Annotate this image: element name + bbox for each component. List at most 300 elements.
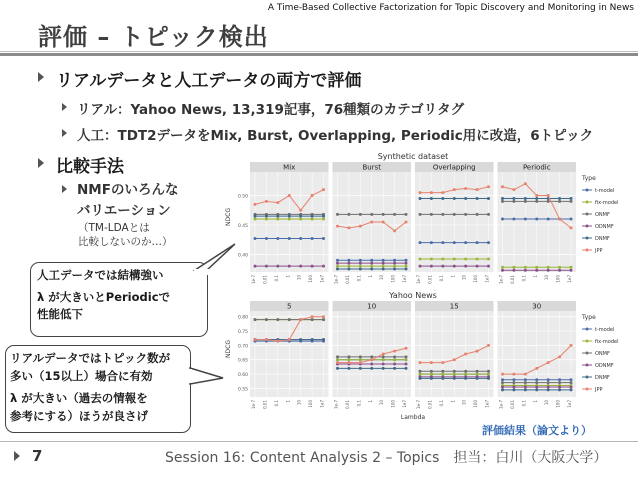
x-tick-label: 10 <box>379 275 385 281</box>
side-note-line: （TM-LDAとは <box>78 222 150 234</box>
data-point <box>570 388 573 391</box>
data-point <box>501 388 504 391</box>
data-point <box>487 241 490 244</box>
data-point <box>405 265 408 268</box>
data-point <box>299 265 302 268</box>
data-point <box>501 200 504 203</box>
footer-divider <box>0 441 638 442</box>
yahoo-chart <box>224 291 634 425</box>
data-point <box>359 265 362 268</box>
data-point <box>336 259 339 262</box>
data-point <box>547 381 550 384</box>
x-tick-label: 0.1 <box>521 400 527 407</box>
data-point <box>464 241 467 244</box>
data-point <box>453 258 456 261</box>
legend-label: JPP <box>595 248 603 254</box>
data-point <box>453 265 456 268</box>
data-point <box>487 185 490 188</box>
data-point <box>419 213 422 216</box>
data-point <box>570 378 573 381</box>
bullet-evaluation-data <box>38 66 361 91</box>
x-tick-label: 0.01 <box>509 275 515 284</box>
x-tick-label: 10 <box>379 400 385 406</box>
data-point <box>524 197 527 200</box>
data-point <box>265 318 268 321</box>
data-point <box>535 194 538 197</box>
x-tick-label: 1 <box>450 275 456 278</box>
data-point <box>370 355 373 358</box>
data-point <box>453 370 456 373</box>
x-tick-label: 0.01 <box>262 400 268 409</box>
x-tick-label: 100 <box>473 275 479 283</box>
data-point <box>299 237 302 240</box>
bullet-text: リアルデータと人工データの両方で評価 <box>56 71 362 91</box>
data-point <box>322 237 325 240</box>
x-tick-label: 10 <box>461 275 467 281</box>
data-point <box>441 197 444 200</box>
bullet-text: 人工：TDT2データをMix, Burst, Overlapping, Periodic用に改造，6トピック <box>77 128 594 144</box>
data-point <box>547 388 550 391</box>
data-point <box>512 188 515 191</box>
bullet-arrow-icon <box>62 129 67 137</box>
data-point <box>382 259 385 262</box>
data-point <box>453 197 456 200</box>
data-point <box>370 268 373 271</box>
data-point <box>347 262 350 265</box>
data-point <box>441 191 444 194</box>
x-tick-label: 0.01 <box>262 275 268 284</box>
data-point <box>547 269 550 272</box>
data-point <box>476 265 479 268</box>
data-point <box>288 265 291 268</box>
data-point <box>347 259 350 262</box>
data-point <box>453 241 456 244</box>
data-point <box>524 373 527 376</box>
data-point <box>512 269 515 272</box>
x-tick-label: 1 <box>450 400 456 403</box>
synthetic-chart-svg <box>224 152 634 292</box>
data-point <box>359 225 362 228</box>
data-point <box>570 269 573 272</box>
data-point <box>570 197 573 200</box>
data-point <box>299 209 302 212</box>
data-point <box>570 218 573 221</box>
data-point <box>419 370 422 373</box>
data-point <box>382 268 385 271</box>
data-point <box>393 355 396 358</box>
bullet-arrow-icon <box>62 103 67 111</box>
data-point <box>524 385 527 388</box>
data-point <box>393 350 396 353</box>
sub-bullet-real-data <box>62 98 464 118</box>
data-point <box>430 213 433 216</box>
data-point <box>441 373 444 376</box>
data-point <box>347 226 350 229</box>
legend-label: JPP <box>595 387 603 393</box>
data-point <box>370 262 373 265</box>
data-point <box>535 385 538 388</box>
data-point <box>382 355 385 358</box>
facet-label: Periodic <box>522 163 551 172</box>
data-point <box>347 355 350 358</box>
data-point <box>265 200 268 203</box>
callout-line: 人工データでは結構強い <box>37 268 164 282</box>
data-point <box>535 378 538 381</box>
data-point <box>487 377 490 380</box>
data-point <box>464 377 467 380</box>
x-tick-label: 1 <box>285 275 291 278</box>
data-point <box>336 265 339 268</box>
data-point <box>558 197 561 200</box>
data-point <box>453 373 456 376</box>
data-point <box>322 265 325 268</box>
data-point <box>370 213 373 216</box>
data-point <box>512 197 515 200</box>
x-tick-label: 1e-7 <box>251 275 256 284</box>
data-point <box>382 367 385 370</box>
x-tick-label: 0.1 <box>273 400 279 407</box>
chart-title: Synthetic dataset <box>377 152 449 161</box>
slide-title: 評価 – トピック検出 <box>38 23 269 51</box>
data-point <box>487 370 490 373</box>
data-point <box>558 388 561 391</box>
data-point <box>265 338 268 341</box>
x-tick-label: 0.01 <box>509 400 515 409</box>
bullet-text-line: NMFのいろんな <box>77 182 179 198</box>
data-point <box>512 378 515 381</box>
x-tick-label: 1e7 <box>567 275 572 283</box>
page-number <box>14 447 42 465</box>
legend-swatch-point <box>586 340 589 343</box>
data-point <box>501 218 504 221</box>
facet-label: 15 <box>449 302 459 311</box>
data-point <box>311 338 314 341</box>
data-point <box>547 194 550 197</box>
data-point <box>276 218 279 221</box>
data-point <box>359 367 362 370</box>
data-point <box>276 318 279 321</box>
data-point <box>322 188 325 191</box>
data-point <box>558 200 561 203</box>
data-point <box>254 203 257 206</box>
data-point <box>441 258 444 261</box>
data-point <box>501 185 504 188</box>
data-point <box>359 213 362 216</box>
data-point <box>359 268 362 271</box>
data-point <box>322 315 325 318</box>
data-point <box>501 266 504 269</box>
synthetic-chart <box>224 152 634 296</box>
paper-title: A Time-Based Collective Factorization for Topic Discovery and Monitoring in News <box>267 3 634 13</box>
data-point <box>254 338 257 341</box>
data-point <box>382 213 385 216</box>
data-point <box>441 370 444 373</box>
data-point <box>288 218 291 221</box>
data-point <box>512 373 515 376</box>
data-point <box>393 262 396 265</box>
data-point <box>430 258 433 261</box>
legend-swatch-point <box>586 352 589 355</box>
data-point <box>501 269 504 272</box>
legend-label: DNMF <box>595 375 610 381</box>
yahoo-chart-svg <box>224 291 634 421</box>
data-point <box>299 318 302 321</box>
x-tick-label: 0.01 <box>344 400 350 409</box>
data-point <box>288 318 291 321</box>
x-tick-label: 1e7 <box>402 275 407 283</box>
data-point <box>370 363 373 366</box>
data-point <box>347 265 350 268</box>
x-tick-label: 1e-7 <box>333 275 339 284</box>
sub-bullet-synthetic-data <box>62 124 593 144</box>
data-point <box>276 201 279 204</box>
legend-label: DNMF <box>595 236 610 242</box>
data-point <box>336 361 339 364</box>
title-divider <box>0 53 638 56</box>
data-point <box>347 268 350 271</box>
data-point <box>419 191 422 194</box>
x-tick-label: 100 <box>308 400 314 408</box>
data-point <box>441 265 444 268</box>
data-point <box>288 338 291 341</box>
x-tick-label: 1e-7 <box>498 275 504 284</box>
x-tick-label: 1e-7 <box>333 400 339 409</box>
data-point <box>535 381 538 384</box>
data-point <box>405 363 408 366</box>
data-point <box>558 378 561 381</box>
data-point <box>276 215 279 218</box>
data-point <box>382 358 385 361</box>
data-point <box>276 265 279 268</box>
data-point <box>453 358 456 361</box>
data-point <box>487 373 490 376</box>
x-tick-label: 10 <box>544 400 550 406</box>
legend-swatch-point <box>586 376 589 379</box>
facet-label: 5 <box>287 302 292 311</box>
data-point <box>547 218 550 221</box>
data-point <box>464 197 467 200</box>
data-point <box>487 344 490 347</box>
x-tick-label: 1 <box>532 400 538 403</box>
data-point <box>476 213 479 216</box>
data-point <box>430 265 433 268</box>
data-point <box>322 218 325 221</box>
data-point <box>464 213 467 216</box>
data-point <box>405 367 408 370</box>
legend-label: ONMF <box>595 351 610 357</box>
data-point <box>347 358 350 361</box>
data-point <box>535 200 538 203</box>
chart-title: Yahoo News <box>389 291 437 300</box>
data-point <box>441 361 444 364</box>
bullet-text <box>77 180 178 222</box>
callout-line: リアルデータではトピック数が <box>10 351 171 365</box>
data-point <box>476 241 479 244</box>
x-tick-label: 1e-7 <box>416 275 421 284</box>
bullet-arrow-icon <box>38 72 44 82</box>
x-axis-label: Lambda <box>400 414 426 421</box>
data-point <box>419 241 422 244</box>
y-tick-label: 0.55 <box>237 387 248 393</box>
data-point <box>311 237 314 240</box>
callout-line: λ が大きいとPeriodicで <box>37 290 171 304</box>
legend-label: ODNMF <box>595 224 614 230</box>
data-point <box>393 259 396 262</box>
x-tick-label: 0.1 <box>438 275 444 282</box>
data-point <box>347 361 350 364</box>
x-tick-label: 100 <box>390 400 396 408</box>
data-point <box>299 218 302 221</box>
x-tick-label: 10 <box>296 400 302 406</box>
data-point <box>288 194 291 197</box>
data-point <box>512 218 515 221</box>
data-point <box>453 188 456 191</box>
title-divider-thin <box>0 51 638 52</box>
data-point <box>393 229 396 232</box>
data-point <box>359 259 362 262</box>
data-point <box>370 265 373 268</box>
bullet-text: 比較手法 <box>56 157 124 177</box>
data-point <box>254 215 257 218</box>
data-point <box>547 385 550 388</box>
data-point <box>570 200 573 203</box>
data-point <box>382 363 385 366</box>
data-point <box>476 188 479 191</box>
data-point <box>382 265 385 268</box>
data-point <box>405 358 408 361</box>
data-point <box>336 367 339 370</box>
data-point <box>393 367 396 370</box>
data-point <box>419 258 422 261</box>
x-tick-label: 1 <box>532 275 538 278</box>
data-point <box>322 338 325 341</box>
legend-label: ONMF <box>595 212 610 218</box>
data-point <box>464 258 467 261</box>
data-point <box>476 377 479 380</box>
y-axis-label: NDCG <box>225 208 232 226</box>
data-point <box>311 218 314 221</box>
data-point <box>265 215 268 218</box>
data-point <box>558 355 561 358</box>
x-tick-label: 1 <box>367 400 373 403</box>
data-point <box>359 358 362 361</box>
data-point <box>430 197 433 200</box>
data-point <box>336 355 339 358</box>
x-tick-label: 0.1 <box>356 400 362 407</box>
data-point <box>524 381 527 384</box>
data-point <box>382 221 385 224</box>
data-point <box>464 353 467 356</box>
x-tick-label: 1 <box>285 400 291 403</box>
facet-label: 10 <box>367 302 377 311</box>
y-tick-label: 0.70 <box>237 344 248 350</box>
data-point <box>359 355 362 358</box>
data-point <box>299 338 302 341</box>
x-tick-label: 100 <box>555 400 561 408</box>
data-point <box>547 361 550 364</box>
x-tick-label: 10 <box>461 400 467 406</box>
data-point <box>405 213 408 216</box>
data-point <box>570 385 573 388</box>
facet-label: Overlapping <box>432 163 476 172</box>
callout-tail <box>185 240 245 276</box>
data-point <box>558 381 561 384</box>
data-point <box>430 361 433 364</box>
side-note <box>78 221 173 249</box>
data-point <box>501 378 504 381</box>
y-tick-label: 0.75 <box>237 330 248 336</box>
callout-line: λ が大きい（過去の情報を <box>10 391 148 405</box>
data-point <box>535 388 538 391</box>
data-point <box>512 385 515 388</box>
legend-label: ODNMF <box>595 363 614 369</box>
facet-label: 30 <box>532 302 542 311</box>
x-tick-label: 1 <box>367 275 373 278</box>
data-point <box>405 262 408 265</box>
data-point <box>476 350 479 353</box>
x-tick-label: 1e7 <box>402 400 407 408</box>
data-point <box>405 221 408 224</box>
x-tick-label: 0.1 <box>273 275 279 282</box>
data-point <box>370 221 373 224</box>
data-point <box>311 318 314 321</box>
data-point <box>535 218 538 221</box>
data-point <box>487 258 490 261</box>
data-point <box>405 355 408 358</box>
data-point <box>288 237 291 240</box>
data-point <box>570 344 573 347</box>
data-point <box>393 358 396 361</box>
data-point <box>276 340 279 343</box>
data-point <box>501 197 504 200</box>
legend-label: fix-model <box>595 339 619 345</box>
data-point <box>453 377 456 380</box>
data-point <box>419 361 422 364</box>
data-point <box>322 215 325 218</box>
bullet-arrow-icon <box>62 185 67 193</box>
data-point <box>359 262 362 265</box>
x-tick-label: 100 <box>390 275 396 283</box>
data-point <box>393 363 396 366</box>
bullet-text: リアル：Yahoo News, 13,319記事，76種類のカテゴリタグ <box>77 102 465 118</box>
y-tick-label: 0.40 <box>237 253 248 259</box>
side-note-line: 比較しないのか…） <box>78 236 173 248</box>
facet-label: Burst <box>362 163 382 172</box>
data-point <box>288 215 291 218</box>
legend-swatch-point <box>586 237 589 240</box>
x-tick-label: 1e7 <box>484 275 490 283</box>
data-point <box>276 237 279 240</box>
bullet-text-line: バリエーション <box>77 203 171 219</box>
data-point <box>430 377 433 380</box>
data-point <box>347 367 350 370</box>
data-point <box>524 269 527 272</box>
data-point <box>254 237 257 240</box>
x-tick-label: 1e7 <box>319 400 325 408</box>
data-point <box>393 268 396 271</box>
x-tick-label: 100 <box>555 275 561 283</box>
data-point <box>370 358 373 361</box>
data-point <box>336 225 339 228</box>
data-point <box>382 353 385 356</box>
data-point <box>524 388 527 391</box>
x-tick-label: 0.1 <box>521 275 527 282</box>
data-point <box>370 367 373 370</box>
data-point <box>501 385 504 388</box>
data-point <box>336 262 339 265</box>
data-point <box>547 266 550 269</box>
data-point <box>464 265 467 268</box>
